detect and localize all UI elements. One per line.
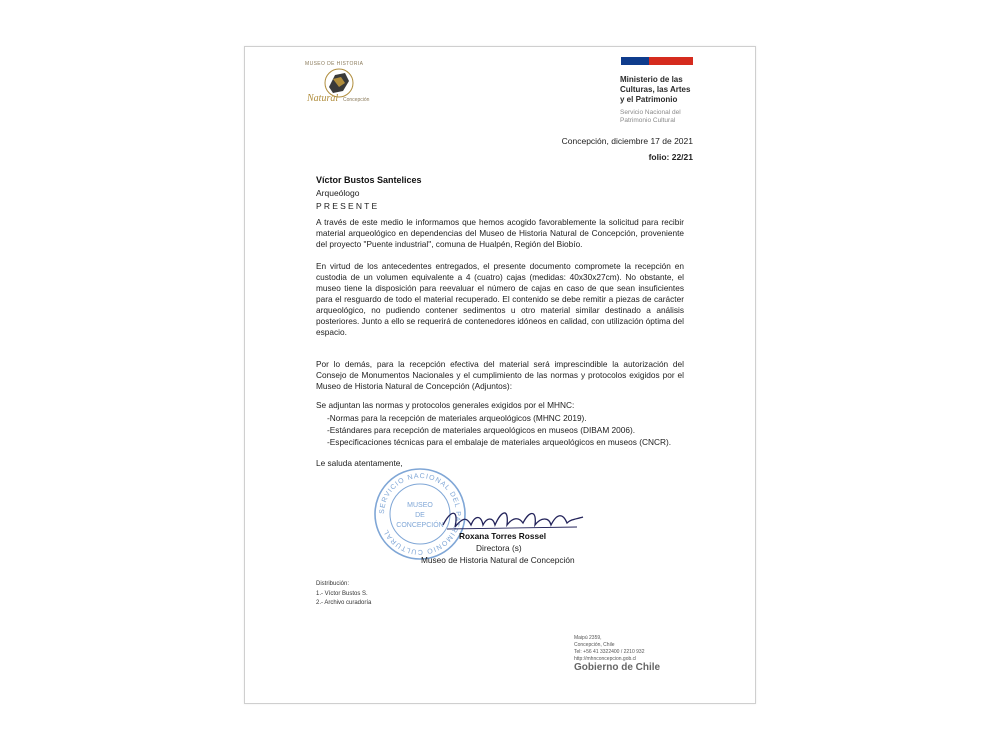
stamp-line-3: CONCEPCIÓN [396, 522, 444, 529]
government-of-chile-logo: Gobierno de Chile [574, 662, 661, 673]
chile-flag-bar [621, 57, 693, 65]
logo-arc-text: MUSEO DE HISTORIA [305, 61, 364, 67]
footer-address-line: http://mhnconcepcion.gob.cl [574, 656, 637, 662]
signatory-name: Roxana Torres Rossel [459, 531, 546, 541]
logo-wordmark: Natural [307, 93, 339, 104]
signatory-institution: Museo de Historia Natural de Concepción [421, 555, 575, 565]
attachment-item: -Normas para la recepción de materiales arqueológicos (MHNC 2019). [327, 413, 587, 423]
letter-folio: folio: 22/21 [648, 152, 693, 162]
recipient-name: Víctor Bustos Santelices [316, 175, 422, 185]
distribution-list [316, 590, 371, 607]
letter-date: Concepción, diciembre 17 de 2021 [561, 136, 693, 146]
body-paragraph-3: Por lo demás, para la recepción efectiva del material será imprescindible la autorización del Consejo de Monumentos Nacionales y el cumplimiento de las normas y protocolos exigidos por el Museo de Historia Natural de Concepción (Adjuntos): [316, 359, 684, 391]
flag-blue-stripe [621, 57, 649, 65]
service-name: Servicio Nacional del Patrimonio Cultural [620, 109, 681, 124]
logo-subtitle: Concepción [343, 97, 370, 103]
distribution-item: 2.- Archivo curadoría [316, 599, 372, 606]
museum-logo [305, 57, 369, 113]
distribution-title: Distribución: [316, 581, 350, 587]
stamp-ring-text: SERVICIO NACIONAL DEL PATRIMONIO CULTURAL [378, 472, 462, 556]
closing-salutation: Le saluda atentamente, [316, 458, 403, 468]
recipient-presente: PRESENTE [316, 201, 380, 211]
recipient-role: Arqueólogo [316, 188, 360, 198]
attachment-item: -Estándares para recepción de materiales arqueológicos en museos (DIBAM 2006). [327, 425, 636, 435]
footer-address-line: Maipú 2359, [574, 635, 602, 641]
body-paragraph-1: A través de este medio le informamos que hemos acogido favorablemente la solicitud para recibir material arqueológico en dependencias del Museo de Historia Natural de Concepción, proveniente del proyecto "Puente industrial", comuna de Hualpén, Región del Biobío. [316, 217, 684, 249]
attachments-intro: Se adjuntan las normas y protocolos generales exigidos por el MHNC: [316, 400, 575, 410]
letter-page [244, 46, 756, 704]
footer-address-line: Tel: +56 41 3322400 / 2210 932 [574, 649, 645, 655]
body-paragraph-2: En virtud de los antecedentes entregados, el presente documento compromete la recepción en custodia de un volumen equivalente a 4 (cuatro) cajas (medidas: 40x30x27cm). No obstante, el museo tiene la disposición para reevaluar el número de cajas en caso de que sean insuficientes para el resguardo de todo el material recuperado. El contenido se debe remitir a piezas de carácter arqueológico, no pudiendo contener sedimentos u otro material similar destinado a análisis posteriores. Junto a ello se requerirá de contenedores idóneos en calidad, con utilización óptima del espacio. [316, 261, 684, 337]
distribution-item: 1.- Víctor Bustos S. [316, 591, 368, 597]
ministry-name: Ministerio de las Culturas, las Artes y el Patrimonio [620, 75, 691, 104]
footer-address-line: Concepción, Chile [574, 642, 615, 648]
stamp-line-2: DE [415, 512, 425, 519]
flag-red-stripe [649, 57, 693, 65]
attachments-list [327, 412, 671, 448]
signatory-title: Directora (s) [476, 543, 522, 553]
attachment-item: -Especificaciones técnicas para el embalaje de materiales arqueológicos en museos (CNCR). [327, 437, 672, 447]
footer-address [574, 635, 644, 663]
stamp-line-1: MUSEO [407, 502, 433, 509]
